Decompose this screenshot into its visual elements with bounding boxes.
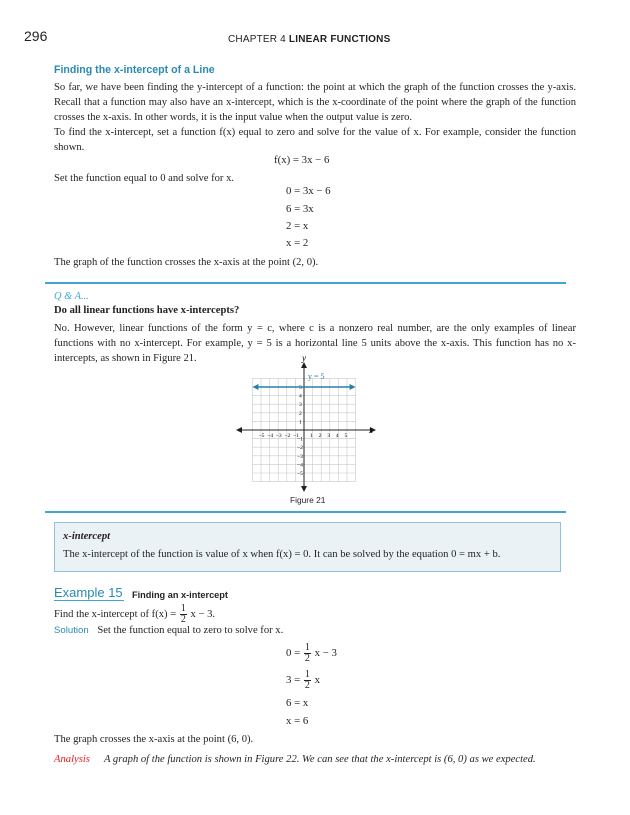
x-tick-label: 4 (335, 433, 339, 439)
figure-21-graph (232, 354, 380, 494)
example-step-1-denominator: 2 (304, 653, 310, 665)
example-step-1-right: x − 3 (314, 647, 337, 659)
x-tick-label: −4 (267, 433, 274, 439)
analysis-label: Analysis (54, 754, 90, 765)
set-equal-instruction: Set the function equal to 0 and solve for x. (54, 173, 235, 184)
qa-top-rule (45, 282, 566, 284)
prompt-fraction (180, 604, 187, 625)
prompt-prefix: Find the x-intercept of f(x) = (54, 609, 177, 620)
x-tick-label: −1 (292, 433, 299, 439)
x-axis-left-arrow (236, 427, 242, 433)
solution-label: Solution (54, 625, 89, 636)
solution-line (54, 623, 283, 638)
definition-title: x-intercept (63, 531, 111, 542)
method-paragraph (54, 125, 576, 155)
definition-body: The x-intercept of the function is value of x when f(x) = 0. It can be solved by the equation 0 = mx + b. (63, 549, 501, 560)
example-step-1 (286, 641, 337, 665)
chapter-title: LINEAR FUNCTIONS (288, 34, 391, 45)
y-tick-label: −3 (297, 453, 303, 460)
example-step-2-numerator: 1 (304, 669, 310, 681)
qa-label: Q & A... (54, 291, 89, 302)
y-tick-label: −4 (297, 462, 303, 469)
prompt-fraction-denominator: 2 (180, 614, 186, 626)
example-step-2-denominator: 2 (304, 680, 310, 692)
x-tick-label: 5 (344, 433, 348, 439)
chapter-label: CHAPTER 4 (228, 34, 286, 45)
y-tick-label: 5 (299, 385, 302, 391)
x-tick-label: −3 (275, 433, 282, 439)
method-text: To find the x-intercept, set a function f(x) equal to zero and solve for the value of x. For example, consider the function shown. (54, 127, 576, 153)
example-step-1-left: 0 = (286, 647, 301, 659)
solve-step-1: 0 = 3x − 6 (286, 185, 331, 197)
example-title: Finding an x-intercept (132, 590, 228, 600)
y-tick-label: −2 (297, 445, 303, 452)
qa-question: Do all linear functions have x-intercepts? (54, 305, 240, 316)
y-tick-label: 2 (299, 410, 302, 417)
example-label: Example 15 (54, 585, 123, 600)
y-tick-label: −5 (297, 471, 303, 477)
intercept-conclusion: The graph of the function crosses the x-axis at the point (2, 0). (54, 257, 319, 268)
solution-text: Set the function equal to zero to solve for x. (97, 625, 284, 636)
solve-step-2: 6 = 3x (286, 203, 314, 215)
solve-step-3: 2 = x (286, 220, 309, 232)
y-tick-label: −1 (297, 436, 303, 443)
prompt-suffix: x − 3. (190, 609, 216, 620)
line-left-arrow (252, 384, 258, 390)
y-tick-label: 1 (299, 419, 302, 426)
definition-top-rule (45, 511, 566, 513)
intro-text: So far, we have been finding the y-intercept of a function: the point at which the graph of the function crosses the y-axis. Recall that a function may also have an x-intercept, which is the x-coordinate of the point where the graph of the function crosses the x-axis. In other words, it is the input value when the output value is zero. (54, 82, 576, 123)
x-tick-label: 3 (327, 433, 331, 439)
intro-paragraph (54, 80, 576, 125)
example-step-3: 6 = x (286, 697, 309, 709)
example-underline (54, 600, 124, 601)
solve-step-4: x = 2 (286, 237, 309, 249)
line-label: y = 5 (308, 372, 325, 381)
example-step-2-left: 3 = (286, 674, 301, 686)
x-tick-label: 1 (310, 433, 313, 439)
running-header (228, 32, 390, 47)
line-right-arrow (350, 384, 356, 390)
example-step-1-numerator: 1 (304, 642, 310, 654)
x-tick-label: 2 (318, 433, 322, 439)
qa-answer-text: No. However, linear functions of the form y = c, where c is a nonzero real number, are the only examples of linear functions with no x-intercept. For example, y = 5 is a horizontal line 5 units above the x-axis. This function has no x-intercepts, as shown in Figure 21. (54, 323, 576, 364)
example-step-4: x = 6 (286, 715, 309, 727)
x-axis-label: x (369, 425, 373, 435)
y-tick-label: 4 (299, 393, 302, 400)
figure-21-caption: Figure 21 (290, 495, 326, 505)
example-step-2-fraction (304, 670, 311, 691)
section-title: Finding the x-intercept of a Line (54, 64, 215, 76)
y-tick-label: 3 (299, 402, 302, 409)
graph-tick-labels (259, 385, 348, 477)
example-step-1-fraction (304, 643, 311, 664)
example-step-2 (286, 668, 320, 692)
y-axis-down-arrow (301, 486, 307, 492)
y-axis-label: y (302, 354, 306, 363)
example-step-2-right: x (314, 674, 320, 686)
definition-box (54, 522, 561, 572)
page-number: 296 (24, 28, 48, 44)
prompt-fraction-numerator: 1 (180, 603, 186, 615)
analysis-text: A graph of the function is shown in Figure 22. We can see that the x-intercept is (6, 0) as we expected. (104, 754, 536, 765)
example-conclusion: The graph crosses the x-axis at the point (6, 0). (54, 734, 254, 745)
x-tick-label: −5 (258, 433, 265, 439)
function-equation: f(x) = 3x − 6 (274, 154, 330, 166)
x-tick-label: −2 (284, 433, 291, 439)
